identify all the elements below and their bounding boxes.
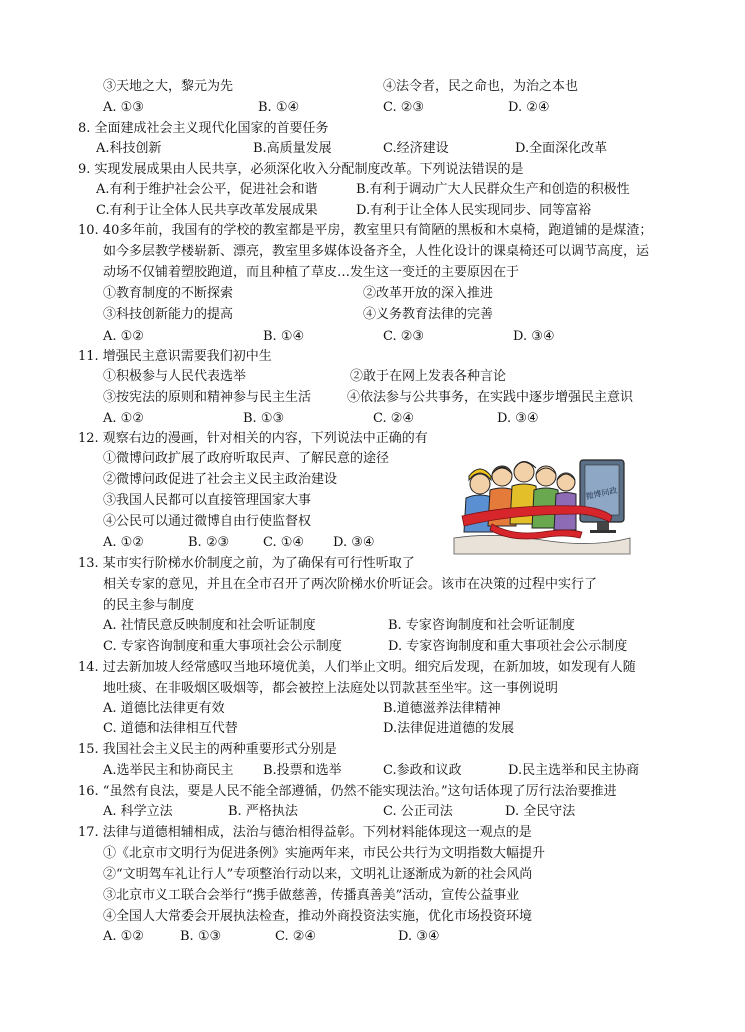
q9-choice-a: A.有利于维护社会公平，促进社会和谐 (96, 182, 318, 197)
q13-stem-line-2: 相关专家的意见，并且在全市召开了两次阶梯水价听证会。该市在决策的过程中实行了 (103, 577, 598, 592)
q7-choice-b: B. ①④ (258, 100, 300, 115)
q16-choice-d: D. 全民守法 (505, 804, 576, 819)
q12-choice-d: D. ③④ (333, 535, 375, 550)
q17-option-3: ③北京市义工联合会举行“携手做慈善，传播真善美”活动，宣传公益事业 (103, 888, 520, 903)
q11-option-1: ①积极参与人民代表选举 (103, 369, 247, 384)
q17-choice-c: C. ②④ (275, 929, 317, 944)
q8-choice-c: C.经济建设 (383, 141, 449, 156)
q10-choice-c: C. ②③ (383, 329, 425, 344)
cartoon-illustration (452, 446, 632, 556)
q16-choice-a: A. 科学立法 (103, 804, 173, 819)
q15-stem: 15. 我国社会主义民主的两种重要形式分别是 (78, 742, 337, 757)
q9-stem: 9. 实现发展成果由人民共享，必须深化收入分配制度改革。下列说法错误的是 (78, 162, 524, 177)
q7-choice-d: D. ②④ (508, 100, 550, 115)
q10-stem-line-1: 10. 40多年前，我国有的学校的教室都是平房，教室里只有简陋的黑板和木桌椅，跑道铺的是煤渣； (78, 223, 653, 238)
q16-choice-b: B. 严格执法 (228, 804, 298, 819)
q17-choice-d: D. ③④ (398, 929, 440, 944)
q10-stem-line-3: 动场不仅铺着塑胶跑道，而且种植了草皮…发生这一变迁的主要原因在于 (103, 265, 520, 280)
q8-stem: 8. 全面建成社会主义现代化国家的首要任务 (78, 121, 329, 136)
q10-option-4: ④义务教育法律的完善 (363, 307, 494, 322)
q12-option-4: ④公民可以通过微博自由行使监督权 (103, 514, 312, 529)
q9-choice-c: C.有利于让全体人民共享改革发展成果 (96, 203, 318, 218)
q7-choice-a: A. ①③ (103, 100, 144, 115)
q13-choice-a: A. 社情民意反映制度和社会听证制度 (103, 618, 316, 633)
q8-choice-a: A.科技创新 (96, 141, 162, 156)
q11-choice-c: C. ②④ (373, 411, 415, 426)
cartoon-sign-text: 微博问政 (584, 485, 619, 502)
q16-stem: 16. “虽然有良法，要是人民不能全部遵循，仍然不能实现法治。”这句话体现了厉行法治要推进 (78, 784, 617, 799)
q8-choice-d: D.全面深化改革 (515, 141, 608, 156)
q11-stem: 11. 增强民主意识需要我们初中生 (78, 349, 272, 364)
q17-option-2: ②“文明驾车礼让行人”专项整治行动以来，文明礼让逐渐成为新的社会风尚 (103, 867, 533, 882)
q15-choice-c: C.参政和议政 (383, 763, 462, 778)
q7-option-4: ④法令者，民之命也，为治之本也 (383, 79, 579, 94)
q10-option-1: ①教育制度的不断探索 (103, 286, 234, 301)
q10-choice-b: B. ①④ (263, 329, 305, 344)
q10-option-2: ②改革开放的深入推进 (363, 286, 494, 301)
q11-option-3: ③按宪法的原则和精神参与民主生活 (103, 390, 312, 405)
q12-option-2: ②微博问政促进了社会主义民主政治建设 (103, 472, 338, 487)
q12-stem: 12. 观察右边的漫画，针对相关的内容，下列说法中正确的有 (78, 431, 428, 446)
q11-option-4: ④依法参与公共事务，在实践中逐步增强民主意识 (347, 390, 634, 405)
q14-choice-a: A. 道德比法律更有效 (103, 701, 225, 716)
q11-choice-a: A. ①② (103, 411, 144, 426)
q13-stem-line-1: 13. 某市实行阶梯水价制度之前，为了确保有可行性听取了 (78, 556, 415, 571)
q10-choice-d: D. ③④ (513, 329, 555, 344)
q11-choice-b: B. ①③ (243, 411, 285, 426)
q15-choice-d: D.民主选举和民主协商 (508, 763, 640, 778)
q13-choice-b: B. 专家咨询制度和社会听证制度 (388, 618, 575, 633)
q17-stem: 17. 法律与道德相辅相成，法治与德治相得益彰。下列材料能体现这一观点的是 (78, 825, 532, 840)
q7-option-3: ③天地之大，黎元为先 (103, 79, 234, 94)
q12-option-1: ①微博问政扩展了政府听取民声、了解民意的途径 (103, 451, 390, 466)
q12-option-3: ③我国人民都可以直接管理国家大事 (103, 493, 312, 508)
q14-stem-line-1: 14. 过去新加坡人经常感叹当地环境优美，人们举止文明。细究后发现，在新加坡，如发现有人随 (78, 660, 636, 675)
q14-choice-c: C. 道德和法律相互代替 (103, 721, 238, 736)
q9-choice-b: B.有利于调动广大人民群众生产和创造的积极性 (356, 182, 630, 197)
q9-choice-d: D.有利于让全体人民实现同步、同等富裕 (356, 203, 592, 218)
q15-choice-b: B.投票和选举 (263, 763, 342, 778)
q11-option-2: ②敢于在网上发表各种言论 (350, 369, 507, 384)
q14-choice-b: B.道德滋养法律精神 (383, 701, 501, 716)
q12-choice-c: C. ①④ (263, 535, 305, 550)
q13-stem-line-3: 的民主参与制度 (103, 598, 195, 613)
q11-choice-d: D. ③④ (497, 411, 539, 426)
q10-option-3: ③科技创新能力的提高 (103, 307, 234, 322)
q10-stem-line-2: 如今多层教学楼崭新、漂亮，教室里多媒体设备齐全，人性化设计的课桌椅还可以调节高度，运 (103, 244, 650, 259)
q8-choice-b: B.高质量发展 (253, 141, 332, 156)
q14-stem-line-2: 地吐痰、在非吸烟区吸烟等，都会被控上法庭处以罚款甚至坐牢。这一事例说明 (103, 681, 559, 696)
q15-choice-a: A.选举民主和协商民主 (103, 763, 234, 778)
q12-choice-b: B. ②③ (188, 535, 230, 550)
q17-option-1: ①《北京市文明行为促进条例》实施两年来，市民公共行为文明指数大幅提升 (103, 846, 546, 861)
q14-choice-d: D.法律促进道德的发展 (383, 721, 515, 736)
q17-choice-a: A. ①② (103, 929, 144, 944)
q13-choice-c: C. 专家咨询制度和重大事项社会公示制度 (103, 639, 342, 654)
q13-choice-d: D. 专家咨询制度和重大事项社会公示制度 (388, 639, 628, 654)
q16-choice-c: C. 公正司法 (383, 804, 453, 819)
q17-choice-b: B. ①③ (180, 929, 222, 944)
q17-option-4: ④全国人大常委会开展执法检查，推动外商投资法实施，优化市场投资环境 (103, 909, 533, 924)
q10-choice-a: A. ①② (103, 329, 144, 344)
q7-choice-c: C. ②③ (383, 100, 425, 115)
q12-choice-a: A. ①② (103, 535, 144, 550)
